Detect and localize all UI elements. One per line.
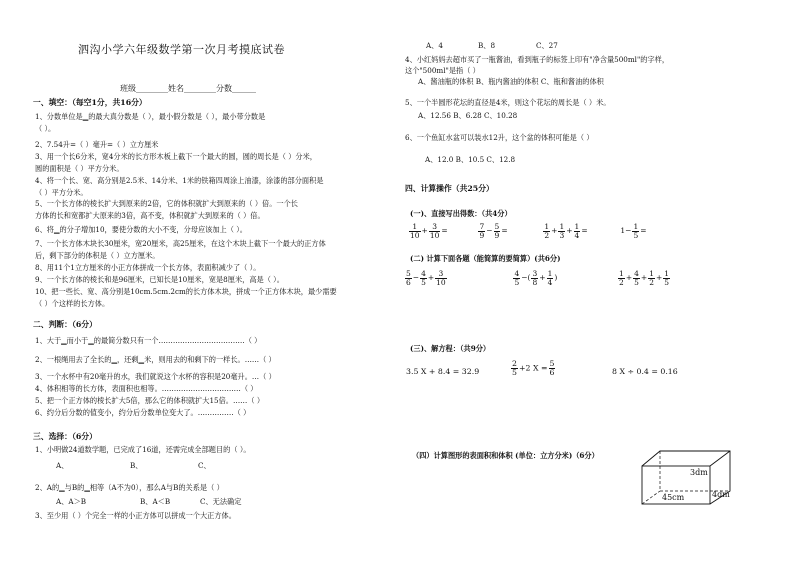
judge-q1: 1、大于▁而小于▁的最简分数只有一个………………………………（ ） — [35, 336, 262, 345]
choice-q5-opts: A、12.56 B、6.28 C、10.28 — [418, 111, 518, 120]
student-info-line: 班级________姓名________分数______ — [120, 84, 256, 93]
fill-q3: 3、用一个长6分米，宽4分米的长方形木板上截下一个最大的圆，圆的周长是（ ）分米， — [35, 152, 317, 161]
dim-height: 3dm — [690, 468, 708, 477]
fill-q5b: 方体的长和宽都扩大原来的3倍，高不变，体积就扩大到原来的（ ）倍。 — [35, 211, 265, 220]
dim-length: 45cm — [662, 493, 685, 502]
fraction: $\frac{1}{5}$ — [664, 269, 670, 287]
fraction: $\frac{1}{2}$ — [619, 269, 624, 287]
fill-q9: 9、一个长方体的棱长和是96厘米，已知长是10厘米，宽是8厘米，高是（ ）。 — [35, 275, 284, 284]
fraction: $\frac{1}{5}$ — [633, 222, 639, 240]
judge-q5: 5、把一个正方体的棱长扩大5倍，那么它的体积就扩大15倍。……（ ） — [35, 396, 265, 405]
equation-3: 8 X ÷ 0.4 = 0.16 — [612, 367, 678, 376]
fraction: $\frac{1}{4}$ — [574, 222, 580, 240]
choice-q1-opt-c: C、 — [198, 461, 211, 470]
choice-q5: 5、一个半圆形花坛的直径是4米，则这个花坛的周长是（ ）米。 — [405, 98, 611, 107]
figure-heading: （四）计算图形的表面积和体积 (单位：立方分米)（6分） — [412, 451, 599, 460]
fill-q1b: （ ）。 — [35, 124, 56, 133]
calc-heading: 四、计算操作（共25分） — [405, 184, 494, 193]
fraction: $\frac{1}{2}$ — [649, 269, 654, 287]
fill-q2: 2、7.54升=（ ）毫升=（ ）立方厘米 — [35, 140, 159, 149]
fill-q5: 5、一个长方体的棱长扩大到原来的2倍，它的体积就扩大到原来的（ ）倍。一个长 — [35, 199, 298, 208]
fill-q7b: 后，剩下部分的体积是（ ）立方厘米。 — [35, 251, 160, 260]
judge-q4: 4、体积相等的长方体，表面积也相等。……………………………（ ） — [35, 384, 258, 393]
fraction: $\frac{4}{5}$ — [421, 269, 426, 287]
choice-q2-opt-b: B、A＜B — [140, 497, 171, 506]
equation-1: 3.5 X + 8.4 = 32.9 — [406, 367, 480, 376]
fraction: $\frac{5}{9}$ — [494, 222, 500, 240]
dim-width: 4dm — [712, 490, 730, 499]
cuboid-edge — [710, 451, 730, 466]
choice-q1: 1、小明做24道数学题，已完成了16道，还需完成全部题目的（ ）。 — [35, 445, 251, 454]
fill-q4: 4、将一个长、宽、高分别是2.5米、14分米、1米的铁箱四周涂上油漆，涂漆的部分面积是 — [35, 176, 324, 185]
choice-q2: 2、A的▁与B的▁相等（A不为0），那么A与B的关系是（ ） — [35, 483, 224, 492]
simplify-expressions: $\frac{5}{6}$ − $\frac{4}{5}$ + $\frac{3}{10}$ $\frac{4}{5}$ −( $\frac{3}{8}$ + $\frac{1}{4}$ ) $\frac{1}{2}$ + $\frac{4}{5}$ + $\frac{1}{2}$ + $\frac{1}{5}$ — [406, 269, 670, 287]
fraction: $\frac{1}{4}$ — [547, 269, 553, 287]
fraction: $\frac{1}{2}$ — [544, 222, 550, 240]
choice-q3: 3、至少用（ ）个完全一样的小正方体可以拼成一个大正方体。 — [35, 511, 236, 520]
fill-q4b: （ ）平方分米。 — [35, 188, 88, 197]
choice-q4-opts: A、酱油瓶的体积 B、瓶内酱油的体积 C、瓶和酱油的体积 — [418, 77, 604, 86]
direct-expressions: $\frac{1}{10}$ + $\frac{3}{10}$ = $\frac{7}{9}$ − $\frac{5}{9}$ = $\frac{1}{2}$ + $\frac{1}{3}$ + $\frac{1}{4}$ = 1− $\frac{1}{5}$ = — [410, 222, 647, 240]
choice-heading: 三、选择：（6分） — [33, 432, 97, 441]
judge-q3: 3、一个水杯中有20毫升的水，我们就说这个水杯的容积是20毫升。…（ ） — [35, 372, 276, 381]
fill-q8: 8、用11个1立方厘米的小正方体拼成一个长方体，表面积减少了（ ）。 — [35, 263, 261, 272]
judge-heading: 二、判断：（6分） — [33, 320, 97, 329]
judge-q2: 2、一根绳用去了全长的▁，还剩▁米，则用去的和剩下的一样长。……（ ） — [35, 355, 276, 364]
choice-q6-opts: A、12.0 B、10.5 C、12.8 — [425, 155, 516, 164]
fraction: $\frac{1}{3}$ — [559, 222, 565, 240]
fraction: $\frac{3}{8}$ — [532, 269, 538, 287]
choice-q2-opt-a: A、A＞B — [56, 497, 87, 506]
fraction: $\frac{4}{5}$ — [514, 269, 520, 287]
fill-q3b: 圆的面积是（ ）平方分米。 — [35, 164, 124, 173]
judge-q6: 6、约分后分数的值变小，约分后分数单位变大了。……………（ ） — [35, 408, 251, 417]
fill-q1: 1、分数单位是▁的最大真分数是（ ），最小假分数是（ ），最小带分数是 — [35, 112, 266, 121]
equation-2-text: +2 X = — [518, 363, 548, 373]
cuboid-hidden-edge — [642, 491, 660, 504]
fraction: $\frac{2}{5}$ — [512, 359, 517, 377]
fraction: $\frac{3}{10}$ — [429, 222, 440, 240]
direct-heading: (一)、直接写出得数：（共4分） — [410, 209, 512, 218]
choice-q2-opt-c: C、无法确定 — [200, 497, 242, 506]
choice-q4b: 这个"500ml"是指（ ） — [405, 66, 480, 75]
equation-2 — [510, 360, 556, 377]
fill-q6: 6、将▁的分子增加10，要使分数的大小不变，分母应该加上（ ）。 — [35, 225, 247, 234]
choice-q4: 4、小红妈妈去超市买了一瓶酱油，看到瓶子的标签上印有"净含量500ml"的字样， — [405, 55, 670, 64]
simplify-heading: (二) 计算下面各题（能简算的要简算）(共6分) — [410, 254, 561, 263]
fraction: $\frac{1}{10}$ — [410, 222, 420, 240]
choice-q3-opt-a: A、4 — [426, 41, 443, 50]
choice-q6: 6、一个鱼缸水盆可以装水12升，这个盆的体积可能是（ ） — [405, 133, 594, 142]
fill-q7: 7、一个长方体木块长30厘米，宽20厘米，高25厘米，在这个木块上截下一个最大的正方体 — [35, 239, 326, 248]
equation-heading: (三)、解方程：（共9分） — [410, 344, 491, 353]
fraction: $\frac{7}{9}$ — [479, 222, 485, 240]
fraction: $\frac{3}{10}$ — [436, 269, 446, 287]
page-title: 泗沟小学六年级数学第一次月考摸底试卷 — [78, 43, 285, 56]
fill-heading: 一、填空：（每空1分，共16分） — [33, 98, 147, 107]
fill-q10b: （ ）个这样的长方体。 — [35, 299, 110, 308]
choice-q1-opt-b: B、 — [130, 461, 143, 470]
choice-q3-opt-b: B、8 — [478, 41, 496, 50]
fraction: $\frac{5}{6}$ — [406, 269, 411, 287]
fraction: $\frac{4}{5}$ — [634, 269, 639, 287]
choice-q3-opt-c: C、27 — [536, 41, 558, 50]
fraction: $\frac{5}{6}$ — [549, 359, 555, 377]
choice-q1-opt-a: A、 — [56, 461, 69, 470]
fill-q10: 10、把一些长、宽、高分别是10cm.5cm.2cm的长方体木块，拼成一个正方体木块，最少需要 — [35, 287, 337, 296]
